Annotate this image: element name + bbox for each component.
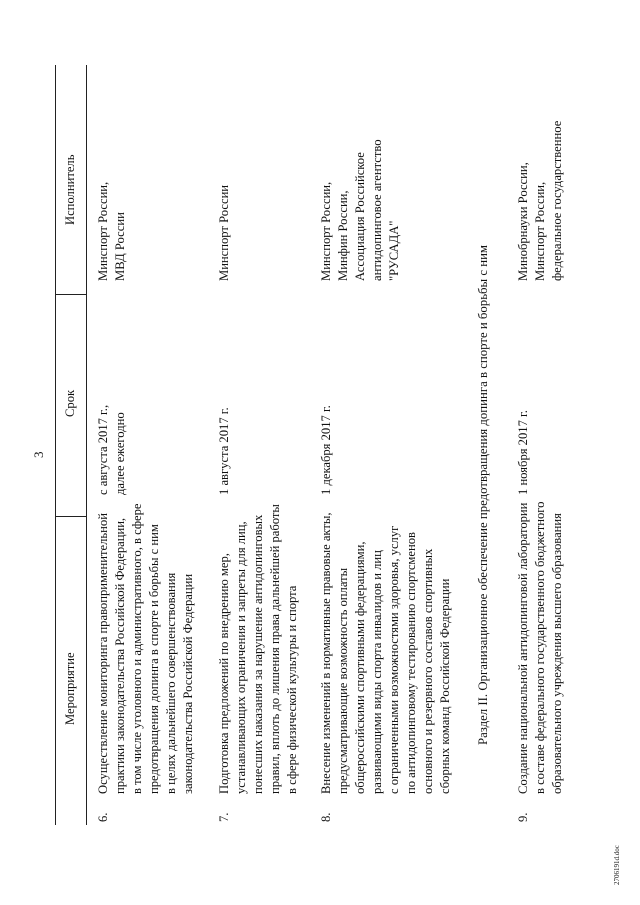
footer-file-code: 2706191d.doc	[613, 845, 621, 885]
row-8-measure-line: развивающими виды спорта инвалидов и лиц	[370, 550, 384, 794]
header-executor: Исполнитель	[63, 154, 77, 225]
row-9-executor-line: Минспорт России,	[533, 181, 547, 281]
row-9-measure-line: образовательного учреждения высшего образования	[550, 513, 564, 794]
row-7-measure-line: понесших наказания за нарушение антидопинговых	[251, 514, 265, 794]
row-8-deadline-line: 1 декабря 2017 г.	[319, 405, 333, 495]
row-6-deadline-line: с августа 2017 г.,	[96, 404, 110, 495]
header-bottom-border	[86, 65, 87, 825]
row-number-8: 8.	[319, 812, 333, 822]
row-8-measure-line: общероссийскими спортивными федерациями,	[353, 541, 367, 794]
row-7-measure-line: правил, вплоть до лишения права дальнейшей работы	[268, 504, 282, 794]
row-9-deadline-line: 1 ноября 2017 г.	[516, 410, 530, 495]
row-8-executor-line: Ассоциация Российское	[353, 152, 367, 281]
row-6-measure-line: законодательства Российской Федерации	[181, 573, 195, 794]
row-8-measure-line: с ограниченными возможностями здоровья, услуг	[387, 525, 401, 794]
row-6-measure-line: в целях дальнейшего совершенствования	[164, 572, 178, 794]
row-8-executor-line: Минспорт России,	[319, 181, 333, 281]
row-8-measure-line: Внесение изменений в нормативные правовые акты,	[319, 512, 333, 794]
row-8-measure-line: предусматривающие возможность оплаты	[336, 567, 350, 794]
row-6-measure-line: Осуществление мониторинга правоприменительной	[96, 513, 110, 794]
row-9-measure-line: в составе федерального государственного бюджетного	[533, 501, 547, 794]
row-9-executor-line: Минобрнауки России,	[516, 162, 530, 281]
row-9-executor-line: федеральное государственное	[550, 120, 564, 281]
row-6-executor-line: Минспорт России,	[96, 181, 110, 281]
row-6-executor-line: МВД России	[113, 212, 127, 281]
header-deadline: Срок	[63, 389, 77, 417]
section-heading: Раздел II. Организационное обеспечение предотвращения допинга в спорте и борьбы с ним	[476, 244, 490, 745]
row-7-measure-line: Подготовка предложений по внедрению мер,	[217, 553, 231, 794]
table-top-border	[55, 65, 56, 825]
row-6-measure-line: предотвращения допинга в спорте и борьбы с ним	[147, 524, 161, 794]
row-6-deadline-line: далее ежегодно	[113, 412, 127, 495]
row-7-measure-line: в сфере физической культуры и спорта	[285, 585, 299, 794]
row-9-measure-line: Создание национальной антидопинговой лаборатории	[516, 502, 530, 794]
row-7-executor-line: Минспорт России	[217, 184, 231, 281]
page-number: 3	[31, 451, 46, 458]
row-7-measure-line: устанавливающих ограничения и запреты для лиц,	[234, 521, 248, 794]
header-measure: Мероприятие	[63, 652, 77, 725]
row-8-measure-line: сборных команд Российской Федерации	[438, 578, 452, 794]
row-8-measure-line: по антидопинговому тестированию спортсменов	[404, 532, 418, 794]
row-number-9: 9.	[516, 812, 530, 822]
row-number-7: 7.	[217, 812, 231, 822]
row-6-measure-line: практики законодательства Российской Федерации,	[113, 517, 127, 794]
column-divider-deadline	[55, 516, 87, 517]
row-number-6: 6.	[96, 812, 110, 822]
column-divider-executor	[55, 294, 87, 295]
row-8-executor-line: "РУСАДА"	[387, 220, 401, 281]
row-7-deadline-line: 1 августа 2017 г.	[217, 407, 231, 495]
row-6-measure-line: в том числе уголовного и административного, в сфере	[130, 503, 144, 794]
row-8-executor-line: антидопинговое агентство	[370, 139, 384, 281]
row-8-measure-line: основного и резервного составов спортивных	[421, 548, 435, 794]
row-8-executor-line: Минфин России,	[336, 190, 350, 281]
